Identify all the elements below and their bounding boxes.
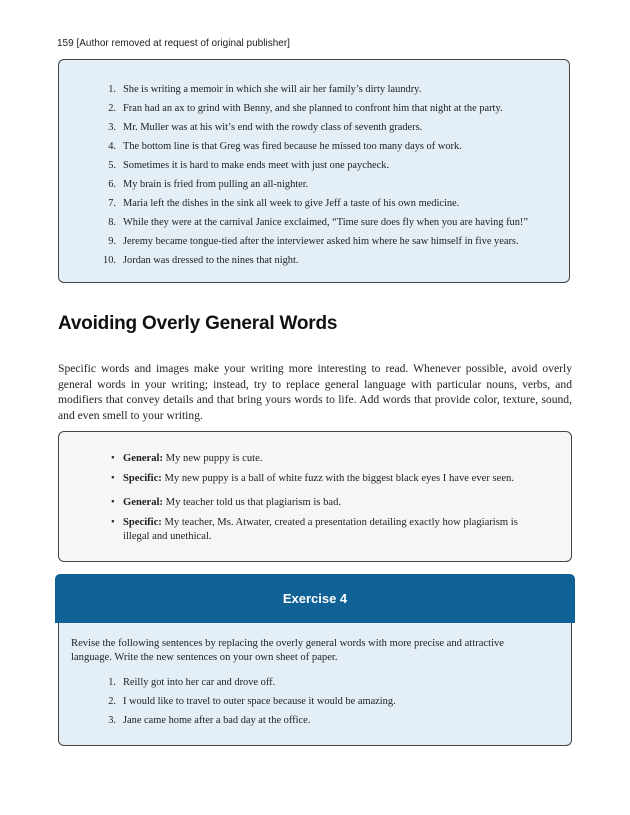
list-item	[59, 213, 528, 232]
example-text: My teacher told us that plagiarism is bad.	[163, 497, 342, 508]
list-item	[59, 175, 528, 194]
exercise-instructions: Revise the following sentences by replacing the overly general words with more precise and attractive language. Write the new sentences on your own sheet of paper.	[71, 638, 505, 663]
item-text: Jeremy became tongue-tied after the interviewer asked him where he saw himself in five years.	[123, 236, 519, 247]
list-item	[59, 516, 523, 544]
list-item	[59, 673, 396, 692]
idioms-list	[59, 80, 528, 270]
idioms-box	[58, 59, 570, 283]
bullet-icon: •	[111, 473, 115, 484]
item-number: 5.	[108, 160, 116, 171]
item-number: 9.	[108, 236, 116, 247]
page-header	[57, 38, 290, 49]
author-note: [Author removed at request of original publisher]	[76, 38, 290, 49]
item-text: I would like to travel to outer space because it would be amazing.	[123, 696, 396, 707]
list-item	[59, 232, 528, 251]
bullet-icon: •	[111, 517, 115, 528]
bullet-icon: •	[111, 497, 115, 508]
item-text: Mr. Muller was at his wit’s end with the rowdy class of seventh graders.	[123, 122, 423, 133]
section-heading: Avoiding Overly General Words	[58, 313, 338, 334]
item-number: 1.	[108, 84, 116, 95]
item-text: Jordan was dressed to the nines that night.	[123, 255, 299, 266]
example-label: Specific:	[123, 473, 162, 484]
item-text: Jane came home after a bad day at the office.	[123, 715, 311, 726]
item-number: 2.	[108, 696, 116, 707]
item-text: The bottom line is that Greg was fired because he missed too many days of work.	[123, 141, 462, 152]
list-item	[59, 194, 528, 213]
example-label: General:	[123, 497, 164, 508]
item-text: She is writing a memoir in which she will air her family’s dirty laundry.	[123, 84, 422, 95]
list-item	[59, 118, 528, 137]
exercise-title: Exercise 4	[55, 574, 575, 623]
item-number: 2.	[108, 103, 116, 114]
item-number: 8.	[108, 217, 116, 228]
examples-box	[58, 431, 572, 562]
list-item	[59, 472, 523, 486]
list-item	[59, 251, 528, 270]
item-number: 3.	[108, 715, 116, 726]
example-label: Specific:	[123, 517, 162, 528]
item-text: My brain is fried from pulling an all-nighter.	[123, 179, 309, 190]
item-number: 3.	[108, 122, 116, 133]
exercise-body	[58, 623, 572, 746]
list-item	[59, 80, 528, 99]
list-item	[59, 711, 396, 730]
list-item	[59, 692, 396, 711]
item-number: 6.	[108, 179, 116, 190]
item-text: Sometimes it is hard to make ends meet with just one paycheck.	[123, 160, 390, 171]
section-paragraph: Specific words and images make your writing more interesting to read. Whenever possible, avoid overly general words in your writing; instead, try to replace general language with particular nouns, verbs, and modifiers that convey details and that bring yours words to life. Add words that provide color, texture, sound, and even smell to your writing.	[58, 362, 572, 422]
examples-list	[59, 452, 523, 550]
item-text: While they were at the carnival Janice exclaimed, “Time sure does fly when you are having fun!”	[123, 217, 528, 228]
item-text: Maria left the dishes in the sink all week to give Jeff a taste of his own medicine.	[123, 198, 460, 209]
example-text: My new puppy is cute.	[163, 453, 263, 464]
list-item	[59, 452, 523, 466]
list-item	[59, 496, 523, 510]
list-item	[59, 156, 528, 175]
list-item	[59, 137, 528, 156]
bullet-icon: •	[111, 453, 115, 464]
example-label: General:	[123, 453, 164, 464]
page-number: 159	[57, 38, 74, 49]
item-number: 10.	[103, 255, 116, 266]
example-text: My teacher, Ms. Atwater, created a presentation detailing exactly how plagiarism is illegal and unethical.	[123, 517, 518, 542]
item-number: 1.	[108, 677, 116, 688]
item-text: Reilly got into her car and drove off.	[123, 677, 276, 688]
item-number: 4.	[108, 141, 116, 152]
list-item	[59, 99, 528, 118]
exercise-list	[59, 673, 396, 730]
item-number: 7.	[108, 198, 116, 209]
example-text: My new puppy is a ball of white fuzz with the biggest black eyes I have ever seen.	[161, 473, 514, 484]
item-text: Fran had an ax to grind with Benny, and she planned to confront him that night at the party.	[123, 103, 503, 114]
